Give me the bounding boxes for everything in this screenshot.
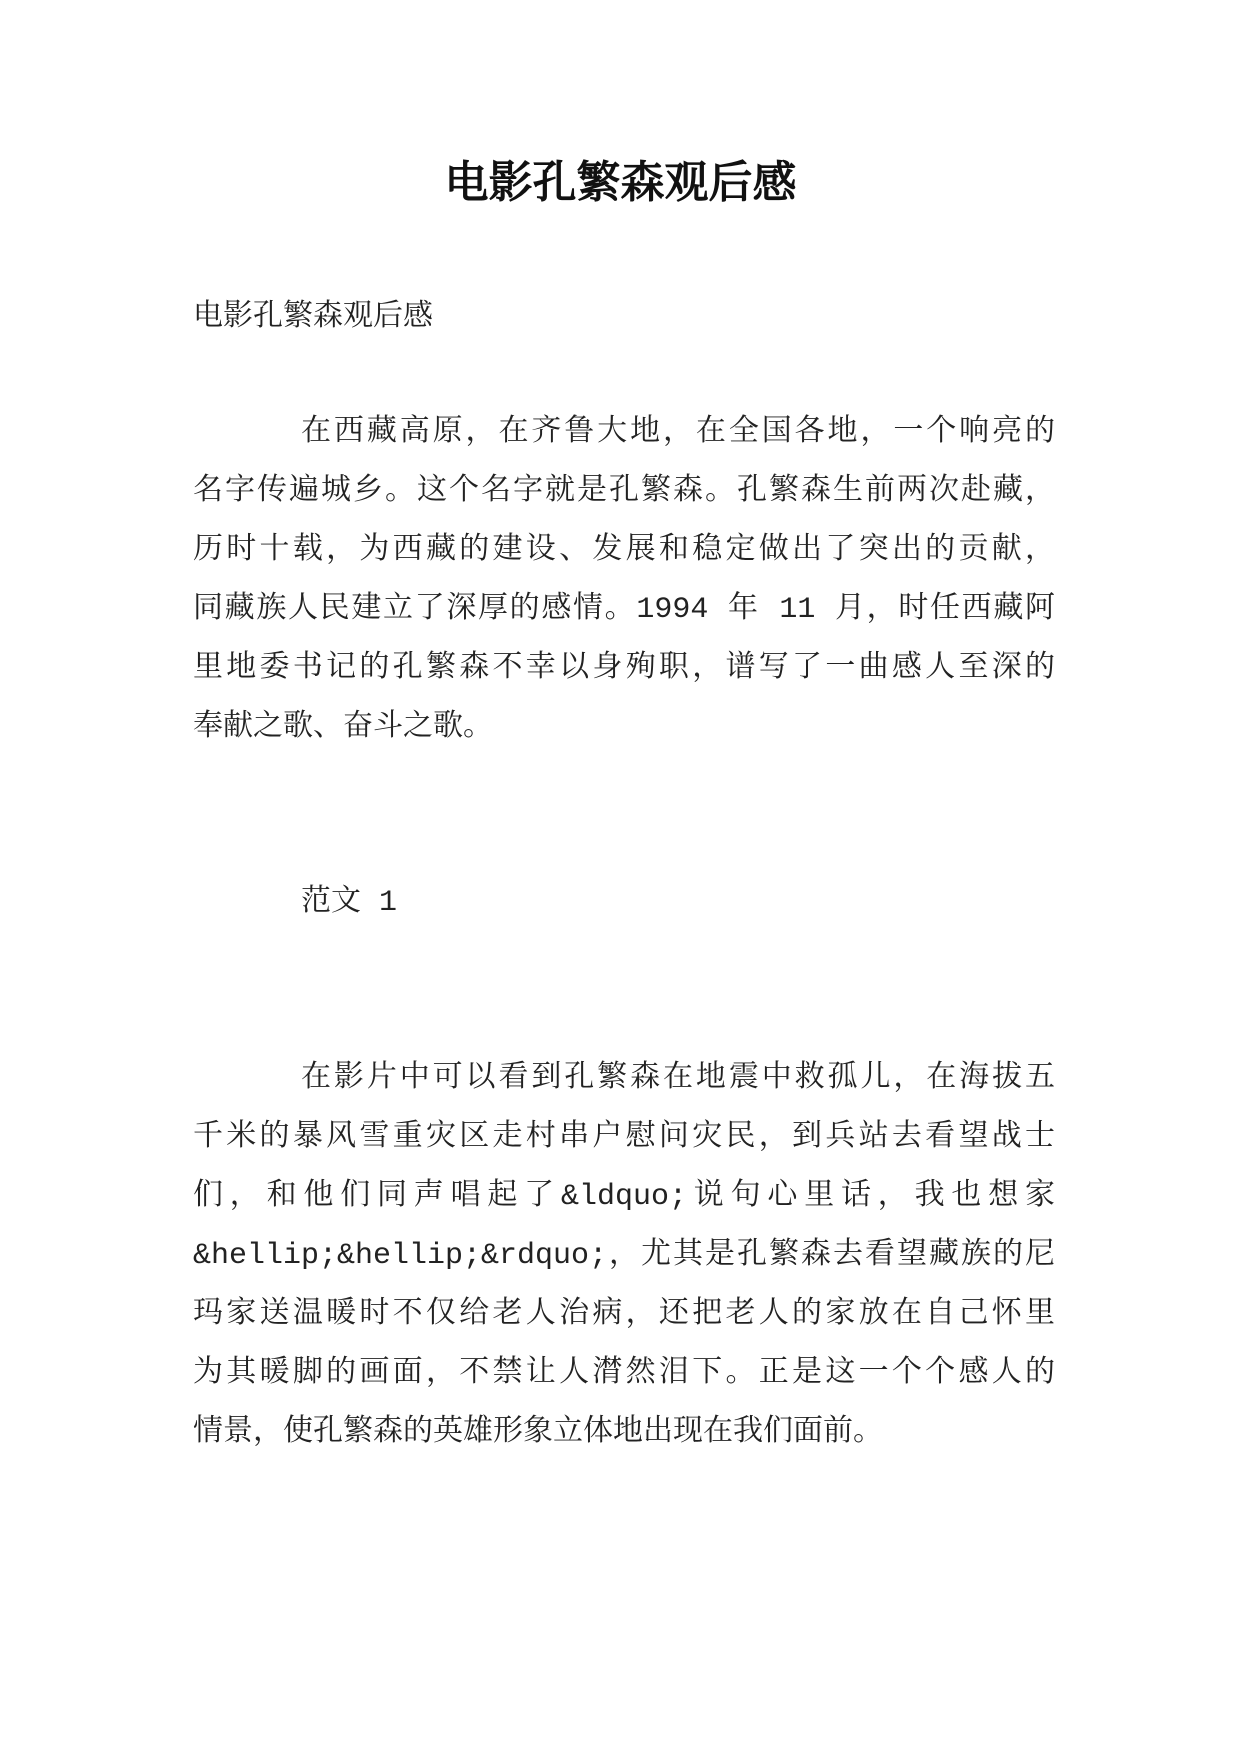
paragraph-line: 里地委书记的孔繁森不幸以身殉职，谱写了一曲感人至深的 [193, 652, 1055, 686]
paragraph-line: 千米的暴风雪重灾区走村串户慰问灾民，到兵站去看望战士 [193, 1121, 1055, 1155]
paragraph-line: 名字传遍城乡。这个名字就是孔繁森。孔繁森生前两次赴藏， [193, 475, 1055, 509]
section-heading: 范文 1 [301, 886, 398, 920]
paragraph-line: &hellip;&hellip;&rdquo;，尤其是孔繁森去看望藏族的尼 [193, 1239, 1055, 1273]
paragraph-line: 同藏族人民建立了深厚的感情。1994 年 11 月，时任西藏阿 [193, 593, 1055, 627]
paragraph-line: 奉献之歌、奋斗之歌。 [193, 711, 493, 745]
document-subtitle: 电影孔繁森观后感 [193, 301, 433, 335]
paragraph-sample-1 [193, 1050, 1055, 1463]
paragraph-line: 玛家送温暖时不仅给老人治病，还把老人的家放在自己怀里 [193, 1298, 1055, 1332]
paragraph-line: 历时十载，为西藏的建设、发展和稳定做出了突出的贡献， [193, 534, 1055, 568]
paragraph-line: 为其暖脚的画面，不禁让人潸然泪下。正是这一个个感人的 [193, 1357, 1055, 1391]
paragraph-line: 在影片中可以看到孔繁森在地震中救孤儿，在海拔五 [301, 1062, 1055, 1096]
paragraph-line: 在西藏高原，在齐鲁大地，在全国各地，一个响亮的 [301, 416, 1055, 450]
paragraph-line: 们，和他们同声唱起了&ldquo;说句心里话，我也想家 [193, 1180, 1055, 1214]
paragraph-line: 情景，使孔繁森的英雄形象立体地出现在我们面前。 [193, 1416, 883, 1450]
document-title: 电影孔繁森观后感 [444, 157, 797, 208]
paragraph-intro [193, 404, 1055, 758]
